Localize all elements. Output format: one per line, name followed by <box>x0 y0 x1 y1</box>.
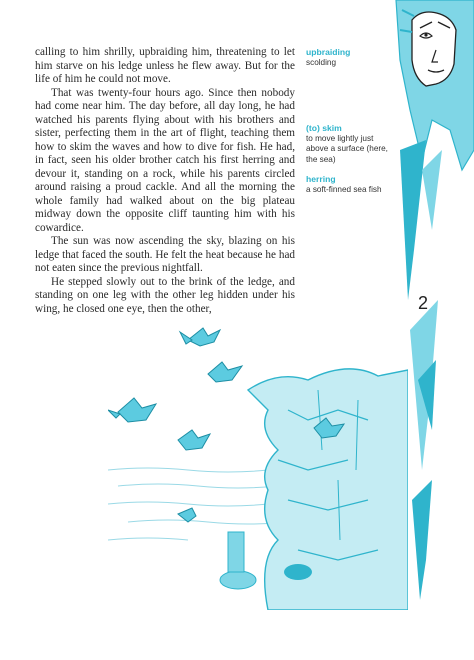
page-number: 2 <box>417 293 428 313</box>
glossary-definition: scolding <box>306 58 337 67</box>
glossary-term: (to) skim <box>306 122 342 133</box>
story-text <box>35 46 295 316</box>
glossary-entry <box>306 47 392 69</box>
story-paragraph: He stepped slowly out to the brink of the ledge, and standing on one leg with the other leg hidden under his wing, he closed one eye, then the other, <box>35 275 295 315</box>
glossary-term: upbraiding <box>306 47 351 57</box>
story-paragraph: The sun was now ascending the sky, blazing on his ledge that faced the south. He felt the heat because he had not eaten since the previous nightfall. <box>35 235 295 274</box>
story-paragraph: That was twenty-four hours ago. Since then nobody had come near him. The day before, all day long, he had watched his parents flying about with his brothers and sister, perfecting them in the art of flight, teaching them how to skim the waves and how to dive for fish. He had, in fact, seen his older brother catch his first herring and devour it, standing on a rock, while his parents circled around raising a proud cackle. And all the morning the whole family had walked about on the big plateau midway down the opposite cliff taunting him with his cowardice. <box>35 86 295 234</box>
glossary-definition: to move lightly just above a surface (here, the sea) <box>306 133 388 164</box>
glossary-term: herring <box>306 174 336 184</box>
glossary-entry <box>306 123 392 166</box>
glossary-definition: a soft-finned sea fish <box>306 185 382 194</box>
story-paragraph: calling to him shrilly, upbraiding him, threatening to let him starve on his ledge unless he flew away. But for the life of him he could not move. <box>35 46 295 85</box>
seagulls-cliff-illustration <box>108 300 408 610</box>
face-logo-icon <box>396 0 474 170</box>
glossary <box>306 47 392 205</box>
glossary-entry <box>306 174 392 196</box>
